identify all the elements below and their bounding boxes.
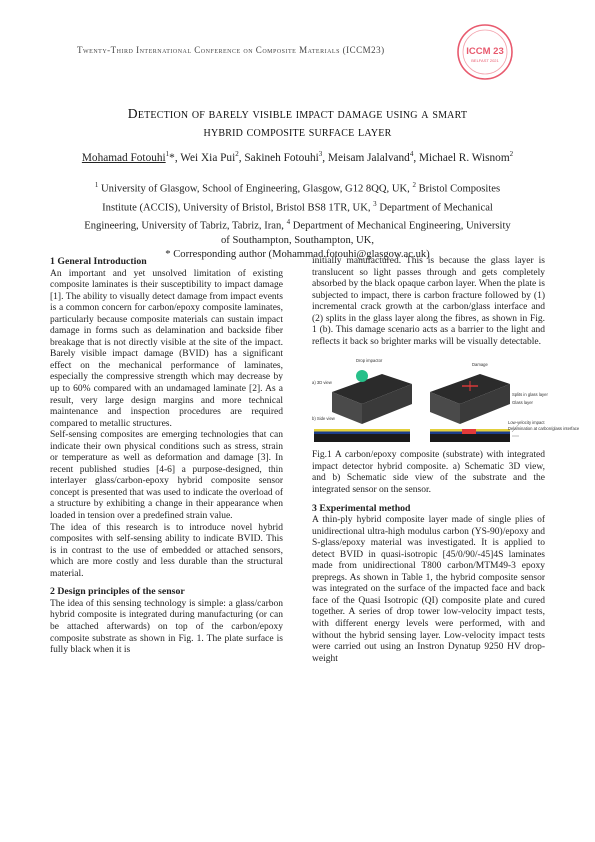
logo-text-sub: BELFAST 2021: [471, 58, 499, 63]
author-sup: 3: [318, 150, 323, 158]
author-list: Mohamad Fotouhi$^1$*, Wei Xia Pui$^2$, Sakineh Fotouhi$^3$, Meisam Jalalvand$^4$, Michael R. Wisnom$^2$: [81, 150, 514, 164]
section-heading-experimental: 3 Experimental method: [312, 502, 411, 514]
author-sup: 2: [509, 150, 514, 158]
left-column: [50, 256, 283, 657]
paper-title-line-1: Detection of barely visible impact damage using a smart: [127, 106, 468, 121]
author-sup: 1: [165, 150, 170, 158]
figure-1: [312, 354, 580, 446]
affiliation-line: $^1$ University of Glasgow, School of Engineering, Glasgow, G12 8QQ, UK, $^2$ Bristol Composites: [94, 181, 501, 195]
conference-header: Twenty-Third International Conference on Composite Materials (ICCM23): [77, 45, 385, 55]
affiliation-line: of Southampton, Southampton, UK,: [220, 234, 375, 246]
figure-1-schematic: [312, 354, 545, 446]
label-delamination: Delamination at carbon/glass interface: [508, 426, 580, 432]
corresponding-author: * Corresponding author (Mohammad.fotouhi@glasgow.ac.uk): [165, 248, 430, 260]
affiliation-line: Engineering, University of Tabriz, Tabriz, Iran, $^4$ Department of Mechanical Engineering, University: [84, 218, 511, 232]
corresponding-mark: *: [169, 151, 175, 164]
logo-text-main: ICCM 23: [466, 46, 504, 57]
author-sup: 4: [409, 150, 414, 158]
substrate-right: [430, 434, 510, 442]
section-heading-design: 2 Design principles of the sensor: [50, 586, 185, 598]
author-name: Mohamad Fotouhi: [81, 151, 166, 164]
affiliations: [40, 178, 555, 262]
impactor-ball: [356, 370, 368, 382]
paragraph: The idea of this research is to introduce novel hybrid composites with self-sensing ability to indicate BVID. This is in contrast to the use of embedded or attached sensors, which are more costly and less durable than the structural material.: [50, 522, 283, 579]
author-sup: 2: [235, 150, 239, 158]
glass-layer-left: [314, 429, 410, 432]
label-impactor: Drop impactor: [356, 358, 383, 364]
figure-1-caption: Fig.1 A carbon/epoxy composite (substrate) with integrated impact detector hybrid composite. a) Schematic 3D view, and b) Schematic side view of the substrate and the integrated sensor on the sensor.: [312, 450, 545, 496]
paragraph: An important and yet unsolved limitation of existing composite laminates is their susceptibility to impact damage [1]. The ability to visually detect damage from impact events is a common concern for carbon/epoxy composite laminates, particularly because composite materials can sustain impact damage in forms such as delamination and backside fiber breakage that is not directly visible at the site of the impact. Barely visible impact damage (BVID) has a significant effect on the mechanical performance of laminates, especially the compressive strength which may decrease by up to 60% compared with an undamaged laminate [2]. As a result, very large design margins and more technical maintenance and inspection procedures are required compared to metallic structures.: [50, 268, 283, 429]
paragraph: The idea of this sensing technology is simple: a glass/carbon hybrid composite is integrated during manufacturing (or can be attached afterwards) on top of the carbon/epoxy composite substrate as shown in Fig. 1. The plate surface is fully black when it is: [50, 598, 283, 656]
label-damage: Damage: [472, 362, 488, 368]
paragraph: Self-sensing composites are emerging technologies that can indicate their own physical conditions such as stress, strain or temperature as well as deformation and damage [3]. In recent published studies [4-6] a purpose-designed, thin interlayer glass/carbon-epoxy hybrid composite sensor concept is presented that was used to indicate the overload of a structure by exhibiting a change in their appearance when loaded in tension over a predefined strain value.: [50, 430, 283, 522]
label-glass-layer: Glass layer: [512, 400, 533, 406]
paragraph: A thin-ply hybrid composite layer made of single plies of unidirectional ultra-high modulus carbon (YS-90)/epoxy and S-glass/epoxy material was investigated. It is applied to detect BVID in quasi-isotropic [45/0/90/-45]4S laminates made from unidirectional T800 carbon/MTM49-3 epoxy prepregs. As shown in Table 1, the hybrid composite sensor was integrated on the surface of the impacted face and back face of the Quasi Isotropic (QI) composite plate and cured together. A series of drop tower low-velocity impact tests, with different energy levels were performed, with and without the hybrid sensing layer. Low-velocity impact tests were carried out using an Instron Dynatup 9250 HV drop-weight: [312, 515, 545, 664]
right-column: [312, 256, 580, 665]
author-name: Sakineh Fotouhi: [244, 151, 319, 164]
paper-title-line-2: hybrid composite surface layer: [203, 124, 392, 139]
paragraph: initially manufactured. This is because the glass layer is translucent so light passes through and gets completely absorbed by the black opaque carbon layer. When the plate is subjected to impact, there is carbon fracture followed by (1) incremental crack growth at the carbon/glass interface and (2) splits in the glass layer along the fibres, as shown in Fig. 1 (b). This damage scenario acts as a barrier to the light and reflects it back so brighter marks will be visually detectable.: [312, 256, 545, 347]
label-3d-view: a) 3D view: [312, 380, 332, 386]
author-name: Michael R. Wisnom: [418, 151, 510, 164]
paper-title: [40, 105, 555, 141]
substrate-left: [314, 434, 410, 442]
author-name: Meisam Jalalvand: [327, 151, 410, 164]
carbon-layer-left: [314, 432, 410, 435]
damage-zone: [462, 429, 476, 434]
label-side-view: b) Side view: [312, 416, 335, 422]
label-splits: Splits in glass layer: [512, 392, 548, 398]
label-low-velocity: Low-velocity impact: [508, 420, 545, 426]
section-heading-introduction: 1 General Introduction: [50, 256, 147, 267]
author-name: Wei Xia Pui: [180, 151, 236, 164]
affiliation-line: Institute (ACCIS), University of Bristol, Bristol BS8 1TR, UK, $^3$ Department of Mechanical: [102, 199, 493, 214]
conference-logo: [455, 22, 515, 82]
